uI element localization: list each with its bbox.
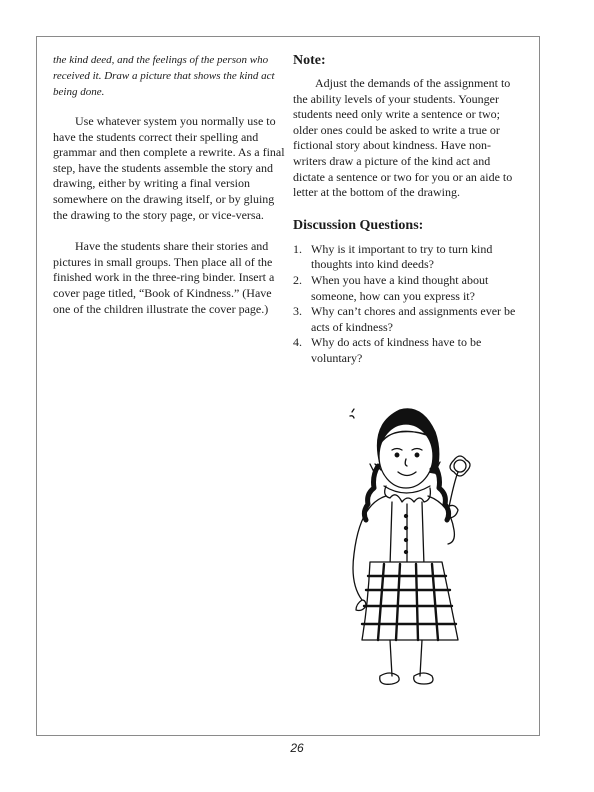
question-text: Why can’t chores and assignments ever be acts of kindness? [311,304,516,334]
girl-holding-flower-drawing-icon [340,404,500,704]
question-number: 1. [293,241,302,256]
question-number: 2. [293,272,302,287]
question-number: 4. [293,335,302,350]
intro-italic-text: the kind deed, and the feelings of the person who received it. Draw a picture that shows the kind act being done. [53,54,275,98]
question-text: Why do acts of kindness have to be voluntary? [311,335,482,365]
question-text: Why is it important to try to turn kind thoughts into kind deeds? [311,241,493,272]
paragraph-share-stories: Have the students share their stories and pictures in small groups. Then place all of the finished work in the three-ring binder. Insert a cover page titled, “Book of Kindness.” (Have one of the children illustrate the cover page.) [53,239,275,316]
page-number: 26 [290,741,304,755]
discussion-questions-heading: Discussion Questions: [293,217,424,233]
question-number: 3. [293,304,302,319]
right-column [293,52,523,367]
question-item [293,242,523,273]
left-column [53,52,285,317]
discussion-questions-list [293,242,523,367]
paragraph-correct-rewrite: Use whatever system you normally use to have the students correct their spelling and grammar and then complete a rewrite. As a final step, have the students assemble the story and drawing, either by writing a final version somewhere on the drawing itself, or by gluing the drawing to the story page, or vice-versa. [53,114,285,222]
question-item [293,335,523,366]
note-text: Adjust the demands of the assignment to the ability levels of your students. Younger students need only write a sentence or two; older ones could be asked to write a true or fictional story about kindness. Have non-writers draw a picture of the kind act and dictate a sentence or two for you or an aide to letter at the bottom of the drawing. [293,76,513,200]
note-heading: Note: [293,53,326,68]
question-item [293,273,523,304]
question-item [293,304,523,335]
question-text: When you have a kind thought about someone, how can you express it? [311,272,489,303]
